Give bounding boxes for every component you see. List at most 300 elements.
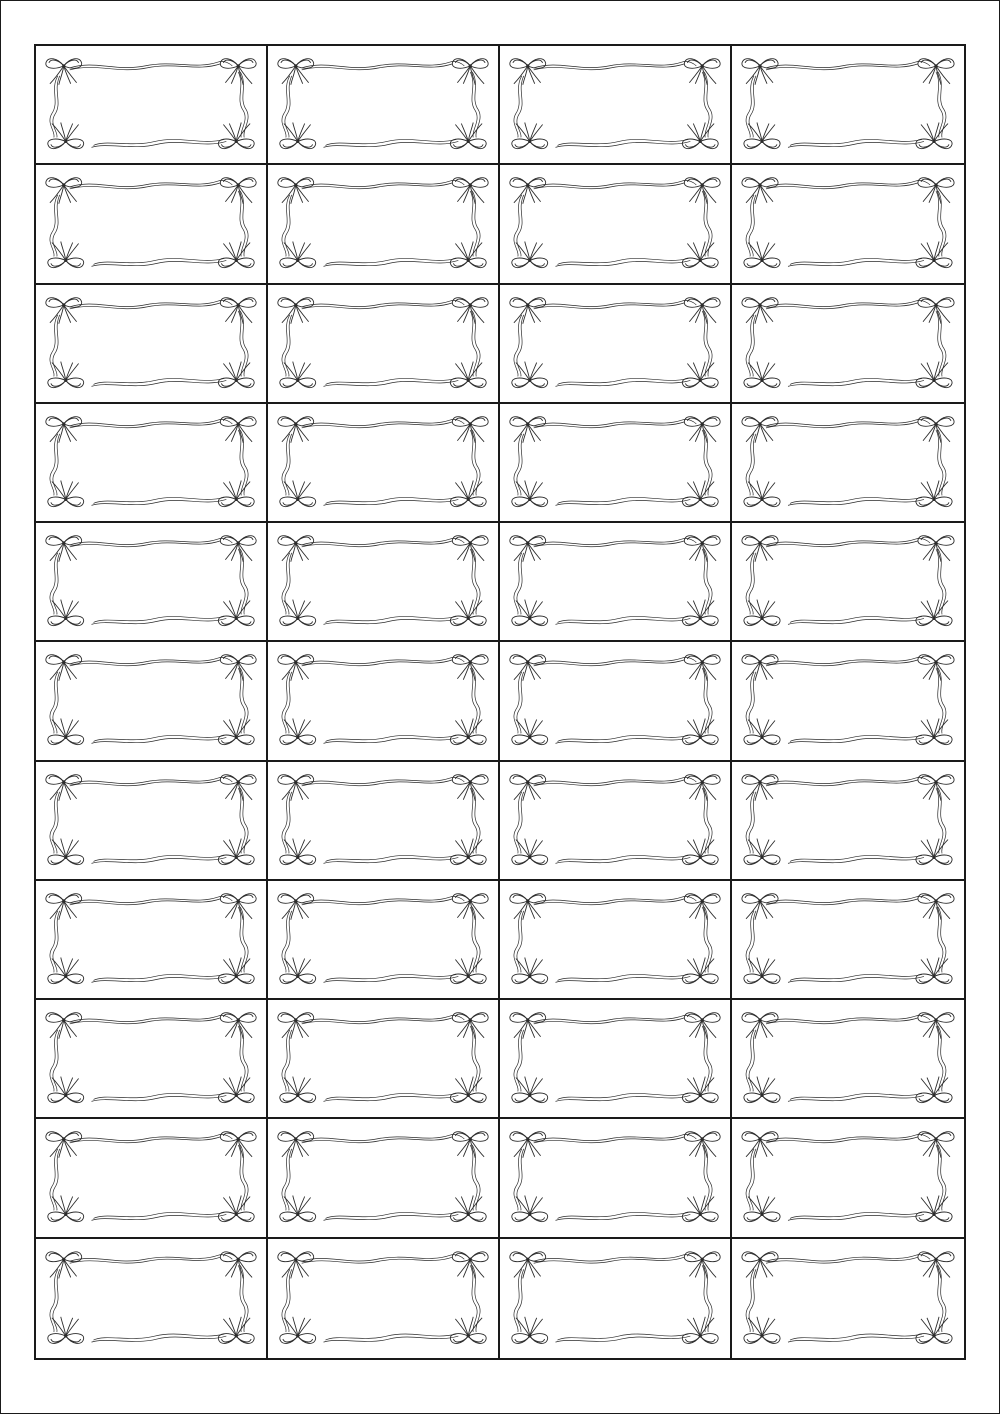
ribbon-bow-icon bbox=[450, 123, 486, 149]
ribbon-frame bbox=[268, 165, 498, 282]
ribbon-line bbox=[324, 141, 459, 147]
ribbon-bow-icon bbox=[452, 297, 488, 323]
ribbon-bow-icon bbox=[684, 59, 720, 85]
ribbon-bow-icon bbox=[918, 59, 954, 85]
ribbon-bow-icon bbox=[278, 178, 314, 204]
ribbon-bow-icon bbox=[510, 59, 546, 85]
ribbon-bow-icon bbox=[452, 894, 488, 920]
ribbon-frame bbox=[36, 404, 266, 521]
label-cell[interactable] bbox=[732, 46, 964, 165]
label-cell[interactable] bbox=[268, 1239, 500, 1358]
ribbon-bow-icon bbox=[682, 1077, 718, 1103]
ribbon-line bbox=[558, 1094, 689, 1100]
label-cell[interactable] bbox=[500, 881, 732, 1000]
ribbon-bow-icon bbox=[512, 1077, 548, 1103]
ribbon-line bbox=[790, 1213, 922, 1219]
ribbon-bow-icon bbox=[682, 1317, 718, 1344]
ribbon-bow-icon bbox=[916, 600, 952, 626]
ribbon-bow-icon bbox=[218, 1196, 254, 1222]
ribbon-bow-icon bbox=[510, 774, 546, 800]
label-cell[interactable] bbox=[36, 523, 268, 642]
ribbon-bow-icon bbox=[744, 480, 780, 506]
ribbon-line bbox=[790, 736, 922, 742]
label-cell[interactable] bbox=[268, 165, 500, 284]
ribbon-bow-icon bbox=[46, 1013, 82, 1039]
ribbon-line bbox=[558, 497, 689, 503]
ribbon-line bbox=[324, 1096, 459, 1102]
ribbon-line bbox=[556, 976, 691, 982]
ribbon-bow-icon bbox=[452, 1013, 488, 1039]
ribbon-bow-icon bbox=[744, 1077, 780, 1103]
ribbon-frame bbox=[500, 881, 730, 998]
ribbon-bow-icon bbox=[744, 123, 780, 149]
ribbon-bow-icon bbox=[218, 957, 254, 983]
ribbon-bow-icon bbox=[742, 536, 778, 562]
ribbon-bow-icon bbox=[452, 178, 488, 204]
label-cell[interactable] bbox=[500, 1000, 732, 1119]
ribbon-bow-icon bbox=[218, 719, 254, 745]
ribbon-line bbox=[788, 1215, 924, 1221]
ribbon-line bbox=[558, 855, 689, 861]
label-cell[interactable] bbox=[500, 285, 732, 404]
ribbon-bow-icon bbox=[684, 1132, 720, 1158]
ribbon-bow-icon bbox=[510, 536, 546, 562]
ribbon-bow-icon bbox=[742, 774, 778, 800]
ribbon-bow-icon bbox=[450, 1317, 486, 1344]
ribbon-frame bbox=[36, 881, 266, 998]
label-cell[interactable] bbox=[268, 881, 500, 1000]
ribbon-bow-icon bbox=[916, 480, 952, 506]
ribbon-bow-icon bbox=[744, 600, 780, 626]
label-cell[interactable] bbox=[36, 285, 268, 404]
ribbon-line bbox=[94, 617, 225, 623]
label-cell[interactable] bbox=[500, 404, 732, 523]
ribbon-bow-icon bbox=[682, 957, 718, 983]
ribbon-bow-icon bbox=[278, 1013, 314, 1039]
ribbon-line bbox=[790, 1094, 922, 1100]
label-cell[interactable] bbox=[500, 1239, 732, 1358]
ribbon-bow-icon bbox=[450, 480, 486, 506]
ribbon-bow-icon bbox=[510, 416, 546, 442]
ribbon-line bbox=[92, 618, 227, 624]
ribbon-bow-icon bbox=[684, 1252, 720, 1279]
label-cell[interactable] bbox=[268, 762, 500, 881]
ribbon-bow-icon bbox=[280, 838, 316, 864]
ribbon-bow-icon bbox=[744, 361, 780, 387]
ribbon-bow-icon bbox=[278, 1132, 314, 1158]
label-cell[interactable] bbox=[268, 1000, 500, 1119]
ribbon-bow-icon bbox=[684, 894, 720, 920]
ribbon-line bbox=[326, 1094, 457, 1100]
ribbon-bow-icon bbox=[218, 361, 254, 387]
label-cell[interactable] bbox=[732, 1239, 964, 1358]
ribbon-line bbox=[324, 380, 459, 386]
ribbon-frame bbox=[268, 881, 498, 998]
ribbon-bow-icon bbox=[450, 1077, 486, 1103]
ribbon-frame bbox=[500, 46, 730, 163]
ribbon-bow-icon bbox=[280, 361, 316, 387]
ribbon-bow-icon bbox=[918, 297, 954, 323]
ribbon-bow-icon bbox=[918, 1013, 954, 1039]
ribbon-frame bbox=[36, 523, 266, 640]
ribbon-line bbox=[92, 380, 227, 386]
ribbon-bow-icon bbox=[742, 59, 778, 85]
ribbon-frame bbox=[268, 285, 498, 402]
ribbon-bow-icon bbox=[684, 416, 720, 442]
ribbon-bow-icon bbox=[220, 297, 256, 323]
ribbon-line bbox=[788, 380, 924, 386]
ribbon-bow-icon bbox=[280, 600, 316, 626]
ribbon-frame bbox=[268, 642, 498, 759]
ribbon-frame bbox=[268, 523, 498, 640]
ribbon-bow-icon bbox=[682, 123, 718, 149]
ribbon-bow-icon bbox=[918, 1252, 954, 1279]
ribbon-frame bbox=[268, 1119, 498, 1236]
ribbon-bow-icon bbox=[512, 838, 548, 864]
ribbon-bow-icon bbox=[744, 1317, 780, 1344]
ribbon-bow-icon bbox=[46, 774, 82, 800]
ribbon-bow-icon bbox=[916, 1077, 952, 1103]
ribbon-bow-icon bbox=[48, 480, 84, 506]
ribbon-line bbox=[558, 139, 689, 145]
ribbon-line bbox=[558, 259, 689, 265]
label-cell[interactable] bbox=[732, 165, 964, 284]
label-cell[interactable] bbox=[732, 1119, 964, 1238]
ribbon-bow-icon bbox=[918, 774, 954, 800]
ribbon-line bbox=[558, 378, 689, 384]
label-cell[interactable] bbox=[732, 1000, 964, 1119]
ribbon-frame bbox=[36, 1119, 266, 1236]
ribbon-frame bbox=[36, 1000, 266, 1117]
ribbon-bow-icon bbox=[218, 480, 254, 506]
label-grid bbox=[34, 44, 966, 1360]
ribbon-bow-icon bbox=[46, 416, 82, 442]
ribbon-bow-icon bbox=[918, 894, 954, 920]
ribbon-bow-icon bbox=[218, 1077, 254, 1103]
ribbon-frame bbox=[36, 1239, 266, 1358]
ribbon-line bbox=[556, 141, 691, 147]
ribbon-line bbox=[92, 857, 227, 863]
label-cell[interactable] bbox=[268, 642, 500, 761]
ribbon-frame bbox=[732, 881, 964, 998]
ribbon-bow-icon bbox=[278, 59, 314, 85]
ribbon-line bbox=[790, 1334, 922, 1340]
ribbon-bow-icon bbox=[918, 536, 954, 562]
ribbon-line bbox=[556, 499, 691, 505]
ribbon-frame bbox=[732, 46, 964, 163]
ribbon-line bbox=[92, 141, 227, 147]
ribbon-bow-icon bbox=[512, 242, 548, 268]
ribbon-line bbox=[326, 1334, 457, 1340]
label-cell[interactable] bbox=[268, 46, 500, 165]
label-cell[interactable] bbox=[268, 523, 500, 642]
ribbon-bow-icon bbox=[744, 242, 780, 268]
ribbon-frame bbox=[36, 285, 266, 402]
ribbon-bow-icon bbox=[684, 1013, 720, 1039]
ribbon-line bbox=[558, 1334, 689, 1340]
ribbon-bow-icon bbox=[46, 297, 82, 323]
ribbon-bow-icon bbox=[916, 719, 952, 745]
ribbon-line bbox=[790, 378, 922, 384]
ribbon-bow-icon bbox=[452, 536, 488, 562]
ribbon-bow-icon bbox=[280, 957, 316, 983]
ribbon-bow-icon bbox=[742, 416, 778, 442]
label-cell[interactable] bbox=[36, 46, 268, 165]
ribbon-line bbox=[94, 855, 225, 861]
ribbon-bow-icon bbox=[220, 774, 256, 800]
ribbon-bow-icon bbox=[220, 536, 256, 562]
ribbon-line bbox=[326, 974, 457, 980]
ribbon-bow-icon bbox=[916, 957, 952, 983]
ribbon-bow-icon bbox=[220, 416, 256, 442]
ribbon-bow-icon bbox=[510, 1252, 546, 1279]
ribbon-bow-icon bbox=[512, 600, 548, 626]
ribbon-line bbox=[556, 1096, 691, 1102]
ribbon-bow-icon bbox=[742, 894, 778, 920]
ribbon-bow-icon bbox=[510, 1132, 546, 1158]
ribbon-line bbox=[556, 738, 691, 744]
ribbon-bow-icon bbox=[510, 894, 546, 920]
ribbon-bow-icon bbox=[280, 123, 316, 149]
ribbon-bow-icon bbox=[450, 242, 486, 268]
label-cell[interactable] bbox=[732, 404, 964, 523]
ribbon-frame bbox=[268, 404, 498, 521]
ribbon-bow-icon bbox=[220, 59, 256, 85]
ribbon-bow-icon bbox=[450, 361, 486, 387]
ribbon-line bbox=[94, 259, 225, 265]
ribbon-bow-icon bbox=[918, 416, 954, 442]
ribbon-bow-icon bbox=[742, 1132, 778, 1158]
ribbon-bow-icon bbox=[48, 242, 84, 268]
ribbon-frame bbox=[36, 46, 266, 163]
ribbon-bow-icon bbox=[48, 838, 84, 864]
ribbon-bow-icon bbox=[916, 838, 952, 864]
ribbon-bow-icon bbox=[684, 655, 720, 681]
ribbon-bow-icon bbox=[512, 361, 548, 387]
ribbon-line bbox=[790, 855, 922, 861]
ribbon-line bbox=[94, 974, 225, 980]
ribbon-line bbox=[326, 1213, 457, 1219]
ribbon-bow-icon bbox=[510, 178, 546, 204]
ribbon-line bbox=[92, 261, 227, 267]
ribbon-line bbox=[790, 497, 922, 503]
ribbon-line bbox=[556, 1336, 691, 1342]
label-cell[interactable] bbox=[732, 881, 964, 1000]
ribbon-line bbox=[326, 139, 457, 145]
ribbon-frame bbox=[732, 285, 964, 402]
label-cell[interactable] bbox=[732, 762, 964, 881]
ribbon-bow-icon bbox=[278, 655, 314, 681]
ribbon-bow-icon bbox=[218, 838, 254, 864]
ribbon-bow-icon bbox=[918, 1132, 954, 1158]
ribbon-line bbox=[326, 617, 457, 623]
label-cell[interactable] bbox=[732, 285, 964, 404]
ribbon-bow-icon bbox=[682, 480, 718, 506]
ribbon-line bbox=[326, 259, 457, 265]
ribbon-bow-icon bbox=[452, 59, 488, 85]
ribbon-line bbox=[556, 1215, 691, 1221]
ribbon-bow-icon bbox=[280, 242, 316, 268]
ribbon-frame bbox=[732, 165, 964, 282]
ribbon-line bbox=[324, 1215, 459, 1221]
ribbon-bow-icon bbox=[916, 1196, 952, 1222]
ribbon-line bbox=[326, 497, 457, 503]
ribbon-bow-icon bbox=[450, 957, 486, 983]
ribbon-line bbox=[326, 378, 457, 384]
ribbon-bow-icon bbox=[512, 719, 548, 745]
ribbon-bow-icon bbox=[510, 297, 546, 323]
label-cell[interactable] bbox=[36, 881, 268, 1000]
label-cell[interactable] bbox=[36, 165, 268, 284]
ribbon-bow-icon bbox=[278, 1252, 314, 1279]
ribbon-line bbox=[324, 618, 459, 624]
ribbon-bow-icon bbox=[450, 719, 486, 745]
ribbon-line bbox=[324, 499, 459, 505]
ribbon-bow-icon bbox=[916, 1317, 952, 1344]
ribbon-line bbox=[556, 261, 691, 267]
ribbon-line bbox=[94, 1334, 225, 1340]
ribbon-frame bbox=[732, 642, 964, 759]
ribbon-bow-icon bbox=[684, 297, 720, 323]
label-cell[interactable] bbox=[36, 1119, 268, 1238]
ribbon-frame bbox=[500, 404, 730, 521]
label-cell[interactable] bbox=[36, 1000, 268, 1119]
ribbon-bow-icon bbox=[918, 655, 954, 681]
ribbon-frame bbox=[732, 523, 964, 640]
ribbon-bow-icon bbox=[218, 123, 254, 149]
ribbon-bow-icon bbox=[220, 1252, 256, 1279]
ribbon-line bbox=[788, 976, 924, 982]
ribbon-bow-icon bbox=[220, 655, 256, 681]
ribbon-bow-icon bbox=[278, 416, 314, 442]
ribbon-bow-icon bbox=[452, 774, 488, 800]
ribbon-line bbox=[92, 499, 227, 505]
label-cell[interactable] bbox=[36, 1239, 268, 1358]
ribbon-line bbox=[556, 857, 691, 863]
ribbon-line bbox=[556, 380, 691, 386]
ribbon-line bbox=[94, 1094, 225, 1100]
ribbon-bow-icon bbox=[278, 297, 314, 323]
label-cell[interactable] bbox=[268, 1119, 500, 1238]
ribbon-bow-icon bbox=[48, 600, 84, 626]
ribbon-bow-icon bbox=[744, 957, 780, 983]
ribbon-bow-icon bbox=[48, 1077, 84, 1103]
ribbon-line bbox=[788, 1096, 924, 1102]
ribbon-line bbox=[558, 1213, 689, 1219]
ribbon-bow-icon bbox=[46, 655, 82, 681]
ribbon-bow-icon bbox=[682, 242, 718, 268]
ribbon-bow-icon bbox=[682, 838, 718, 864]
label-cell[interactable] bbox=[500, 165, 732, 284]
label-cell[interactable] bbox=[500, 1119, 732, 1238]
ribbon-line bbox=[92, 1215, 227, 1221]
ribbon-line bbox=[92, 976, 227, 982]
ribbon-bow-icon bbox=[452, 655, 488, 681]
ribbon-bow-icon bbox=[218, 600, 254, 626]
ribbon-frame bbox=[268, 1239, 498, 1358]
ribbon-line bbox=[94, 1213, 225, 1219]
ribbon-bow-icon bbox=[916, 242, 952, 268]
ribbon-bow-icon bbox=[512, 1196, 548, 1222]
ribbon-bow-icon bbox=[46, 178, 82, 204]
ribbon-bow-icon bbox=[278, 894, 314, 920]
ribbon-bow-icon bbox=[450, 600, 486, 626]
ribbon-bow-icon bbox=[744, 1196, 780, 1222]
label-cell[interactable] bbox=[268, 404, 500, 523]
ribbon-bow-icon bbox=[220, 178, 256, 204]
ribbon-line bbox=[94, 139, 225, 145]
label-cell[interactable] bbox=[732, 523, 964, 642]
ribbon-bow-icon bbox=[916, 361, 952, 387]
ribbon-bow-icon bbox=[46, 1252, 82, 1279]
ribbon-line bbox=[788, 738, 924, 744]
ribbon-bow-icon bbox=[682, 600, 718, 626]
ribbon-line bbox=[326, 855, 457, 861]
label-cell[interactable] bbox=[500, 46, 732, 165]
label-cell[interactable] bbox=[36, 642, 268, 761]
ribbon-line bbox=[790, 974, 922, 980]
ribbon-frame bbox=[732, 762, 964, 879]
ribbon-line bbox=[558, 617, 689, 623]
label-cell[interactable] bbox=[500, 642, 732, 761]
ribbon-line bbox=[324, 976, 459, 982]
ribbon-bow-icon bbox=[916, 123, 952, 149]
label-cell[interactable] bbox=[500, 762, 732, 881]
ribbon-bow-icon bbox=[682, 1196, 718, 1222]
ribbon-bow-icon bbox=[512, 123, 548, 149]
ribbon-line bbox=[324, 857, 459, 863]
ribbon-bow-icon bbox=[280, 1077, 316, 1103]
ribbon-line bbox=[788, 141, 924, 147]
ribbon-line bbox=[788, 261, 924, 267]
ribbon-bow-icon bbox=[744, 838, 780, 864]
ribbon-bow-icon bbox=[512, 1317, 548, 1344]
ribbon-bow-icon bbox=[48, 957, 84, 983]
label-cell[interactable] bbox=[36, 404, 268, 523]
ribbon-line bbox=[558, 974, 689, 980]
ribbon-bow-icon bbox=[48, 1196, 84, 1222]
ribbon-bow-icon bbox=[742, 1252, 778, 1279]
label-cell[interactable] bbox=[732, 642, 964, 761]
ribbon-bow-icon bbox=[918, 178, 954, 204]
ribbon-bow-icon bbox=[452, 1252, 488, 1279]
ribbon-bow-icon bbox=[46, 536, 82, 562]
ribbon-bow-icon bbox=[280, 719, 316, 745]
ribbon-line bbox=[790, 617, 922, 623]
ribbon-line bbox=[92, 1096, 227, 1102]
ribbon-bow-icon bbox=[48, 123, 84, 149]
ribbon-bow-icon bbox=[218, 242, 254, 268]
ribbon-line bbox=[324, 738, 459, 744]
ribbon-line bbox=[324, 1336, 459, 1342]
label-cell[interactable] bbox=[268, 285, 500, 404]
ribbon-bow-icon bbox=[742, 178, 778, 204]
label-cell[interactable] bbox=[500, 523, 732, 642]
ribbon-line bbox=[556, 618, 691, 624]
ribbon-bow-icon bbox=[510, 655, 546, 681]
ribbon-bow-icon bbox=[682, 361, 718, 387]
ribbon-frame bbox=[500, 762, 730, 879]
ribbon-bow-icon bbox=[682, 719, 718, 745]
ribbon-line bbox=[788, 1336, 924, 1342]
ribbon-frame bbox=[500, 523, 730, 640]
ribbon-line bbox=[94, 736, 225, 742]
ribbon-frame bbox=[732, 1239, 964, 1358]
ribbon-frame bbox=[268, 46, 498, 163]
label-cell[interactable] bbox=[36, 762, 268, 881]
ribbon-bow-icon bbox=[512, 957, 548, 983]
ribbon-bow-icon bbox=[280, 1317, 316, 1344]
